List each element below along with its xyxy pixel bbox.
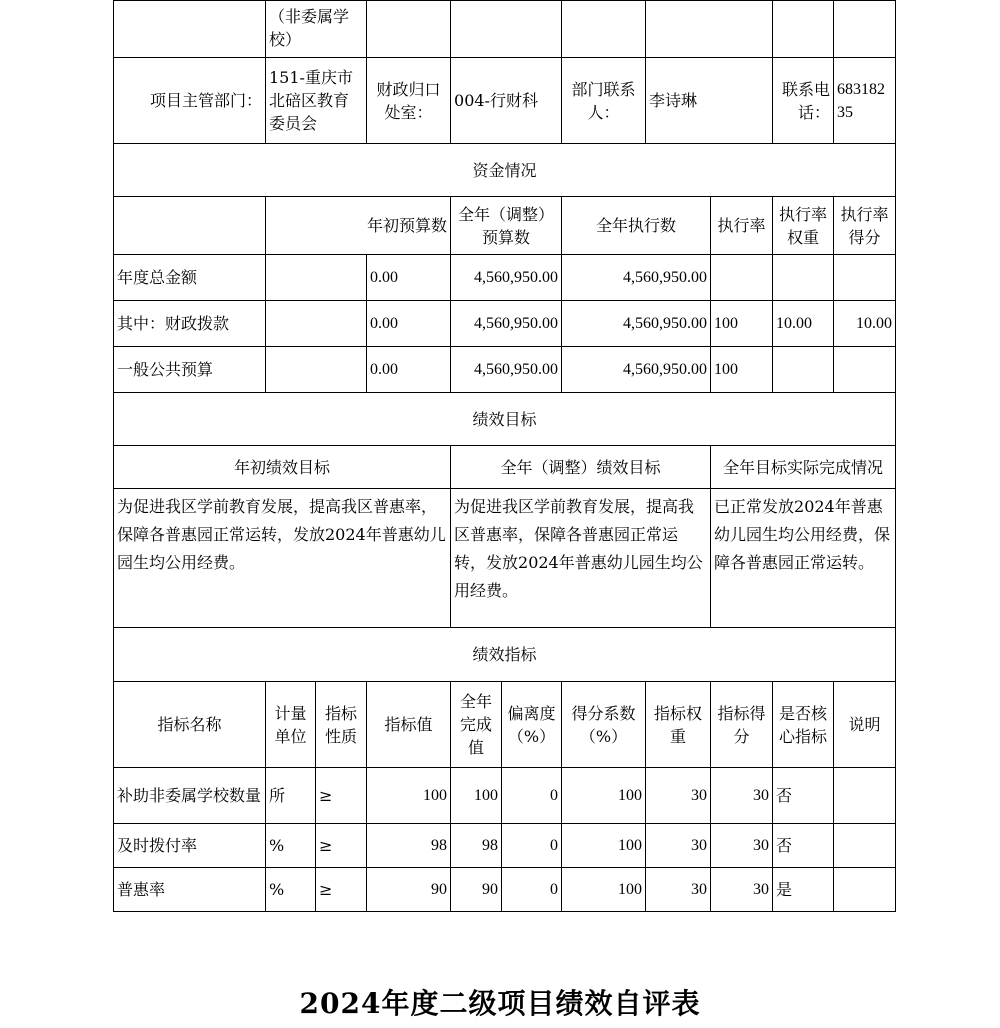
col-exec-score: 执行率得分 — [834, 197, 896, 255]
weight-value — [773, 347, 834, 393]
col-adjusted-budget: 全年（调整）预算数 — [451, 197, 562, 255]
indicators-section-title: 绩效指标 — [114, 628, 896, 682]
blank-cell — [451, 1, 562, 58]
executed-value: 4,560,950.00 — [562, 347, 711, 393]
score-value: 10.00 — [834, 301, 896, 347]
funds-section-title: 资金情况 — [114, 144, 896, 197]
indicator-nature: ≥ — [316, 768, 367, 824]
executed-value: 4,560,950.00 — [562, 301, 711, 347]
indicator-score: 30 — [711, 768, 773, 824]
funds-row-label: 一般公共预算 — [114, 347, 266, 393]
dept-label: 项目主管部门： — [114, 58, 266, 144]
indicator-name: 补助非委属学校数量 — [114, 768, 266, 824]
score-value — [834, 255, 896, 301]
indicator-note — [834, 768, 896, 824]
col-executed: 全年执行数 — [562, 197, 711, 255]
adjusted-value: 4,560,950.00 — [451, 255, 562, 301]
header-done: 全年完成值 — [451, 682, 502, 768]
blank-cell — [562, 1, 646, 58]
header-note: 说明 — [834, 682, 896, 768]
indicator-name: 及时拨付率 — [114, 824, 266, 868]
indicator-deviation: 0 — [502, 824, 562, 868]
blank-cell — [646, 1, 773, 58]
contact-value: 李诗琳 — [646, 58, 773, 144]
adjusted-value: 4,560,950.00 — [451, 347, 562, 393]
blank-cell — [367, 1, 451, 58]
actual-completion-text: 已正常发放2024年普惠幼儿园生均公用经费，保障各普惠园正常运转。 — [711, 489, 896, 628]
document-title: 2024年度二级项目绩效自评表 — [299, 987, 701, 1020]
dept-value: 151-重庆市北碚区教育委员会 — [266, 58, 367, 144]
col-exec-weight: 执行率权重 — [773, 197, 834, 255]
goals-section-title: 绩效目标 — [114, 393, 896, 446]
col-exec-rate: 执行率 — [711, 197, 773, 255]
indicator-deviation: 0 — [502, 768, 562, 824]
finance-value: 004-行财科 — [451, 58, 562, 144]
finance-label: 财政归口处室： — [367, 58, 451, 144]
adjusted-value: 4,560,950.00 — [451, 301, 562, 347]
header-unit: 计量单位 — [266, 682, 316, 768]
phone-label: 联系电话： — [773, 58, 834, 144]
initial-value: 0.00 — [367, 347, 451, 393]
phone-value: 68318235 — [834, 58, 896, 144]
indicator-deviation: 0 — [502, 868, 562, 912]
header-indicator-name: 指标名称 — [114, 682, 266, 768]
col-adjusted-goal: 全年（调整）绩效目标 — [451, 446, 711, 489]
header-coefficient: 得分系数（%） — [562, 682, 646, 768]
blank-cell — [266, 255, 367, 301]
indicator-weight: 30 — [646, 868, 711, 912]
indicator-done: 90 — [451, 868, 502, 912]
blank-cell — [773, 1, 834, 58]
indicator-score: 30 — [711, 824, 773, 868]
header-core: 是否核心指标 — [773, 682, 834, 768]
col-initial-budget: 年初预算数 — [266, 197, 451, 255]
contact-label: 部门联系人： — [562, 58, 646, 144]
table-row — [114, 768, 896, 824]
indicator-nature: ≥ — [316, 824, 367, 868]
indicator-core: 否 — [773, 768, 834, 824]
indicator-unit: 所 — [266, 768, 316, 824]
indicator-score: 30 — [711, 868, 773, 912]
rate-value — [711, 255, 773, 301]
col-actual-completion: 全年目标实际完成情况 — [711, 446, 896, 489]
performance-table — [113, 0, 896, 912]
header-deviation: 偏离度（%） — [502, 682, 562, 768]
initial-value: 0.00 — [367, 301, 451, 347]
col-initial-goal: 年初绩效目标 — [114, 446, 451, 489]
indicator-target: 98 — [367, 824, 451, 868]
indicator-done: 100 — [451, 768, 502, 824]
indicator-note — [834, 868, 896, 912]
weight-value — [773, 255, 834, 301]
header-weight: 指标权重 — [646, 682, 711, 768]
funds-row-label: 其中：财政拨款 — [114, 301, 266, 347]
indicator-name: 普惠率 — [114, 868, 266, 912]
indicator-coefficient: 100 — [562, 868, 646, 912]
header-score: 指标得分 — [711, 682, 773, 768]
initial-goal-text: 为促进我区学前教育发展，提高我区普惠率，保障各普惠园正常运转，发放2024年普惠幼儿园生均公用经费。 — [114, 489, 451, 628]
indicator-core: 是 — [773, 868, 834, 912]
indicator-coefficient: 100 — [562, 824, 646, 868]
initial-value: 0.00 — [367, 255, 451, 301]
adjusted-goal-text: 为促进我区学前教育发展，提高我区普惠率，保障各普惠园正常运转，发放2024年普惠幼儿园生均公用经费。 — [451, 489, 711, 628]
rate-value: 100 — [711, 301, 773, 347]
funds-row-label: 年度总金额 — [114, 255, 266, 301]
header-nature: 指标性质 — [316, 682, 367, 768]
score-value — [834, 347, 896, 393]
indicator-nature: ≥ — [316, 868, 367, 912]
header-blank-cell — [114, 1, 266, 58]
indicator-unit: % — [266, 824, 316, 868]
indicator-target: 100 — [367, 768, 451, 824]
blank-cell — [266, 347, 367, 393]
funds-row — [114, 255, 896, 301]
funds-row — [114, 301, 896, 347]
table-row — [114, 868, 896, 912]
indicator-core: 否 — [773, 824, 834, 868]
indicator-coefficient: 100 — [562, 768, 646, 824]
rate-value: 100 — [711, 347, 773, 393]
indicator-unit: % — [266, 868, 316, 912]
table-row — [114, 824, 896, 868]
indicator-note — [834, 824, 896, 868]
blank-cell — [114, 197, 266, 255]
funds-row — [114, 347, 896, 393]
blank-cell — [834, 1, 896, 58]
indicator-weight: 30 — [646, 768, 711, 824]
blank-cell — [266, 301, 367, 347]
indicator-weight: 30 — [646, 824, 711, 868]
indicator-done: 98 — [451, 824, 502, 868]
weight-value: 10.00 — [773, 301, 834, 347]
executed-value: 4,560,950.00 — [562, 255, 711, 301]
indicator-target: 90 — [367, 868, 451, 912]
unit-name-suffix: （非委属学校） — [266, 1, 367, 58]
header-target: 指标值 — [367, 682, 451, 768]
